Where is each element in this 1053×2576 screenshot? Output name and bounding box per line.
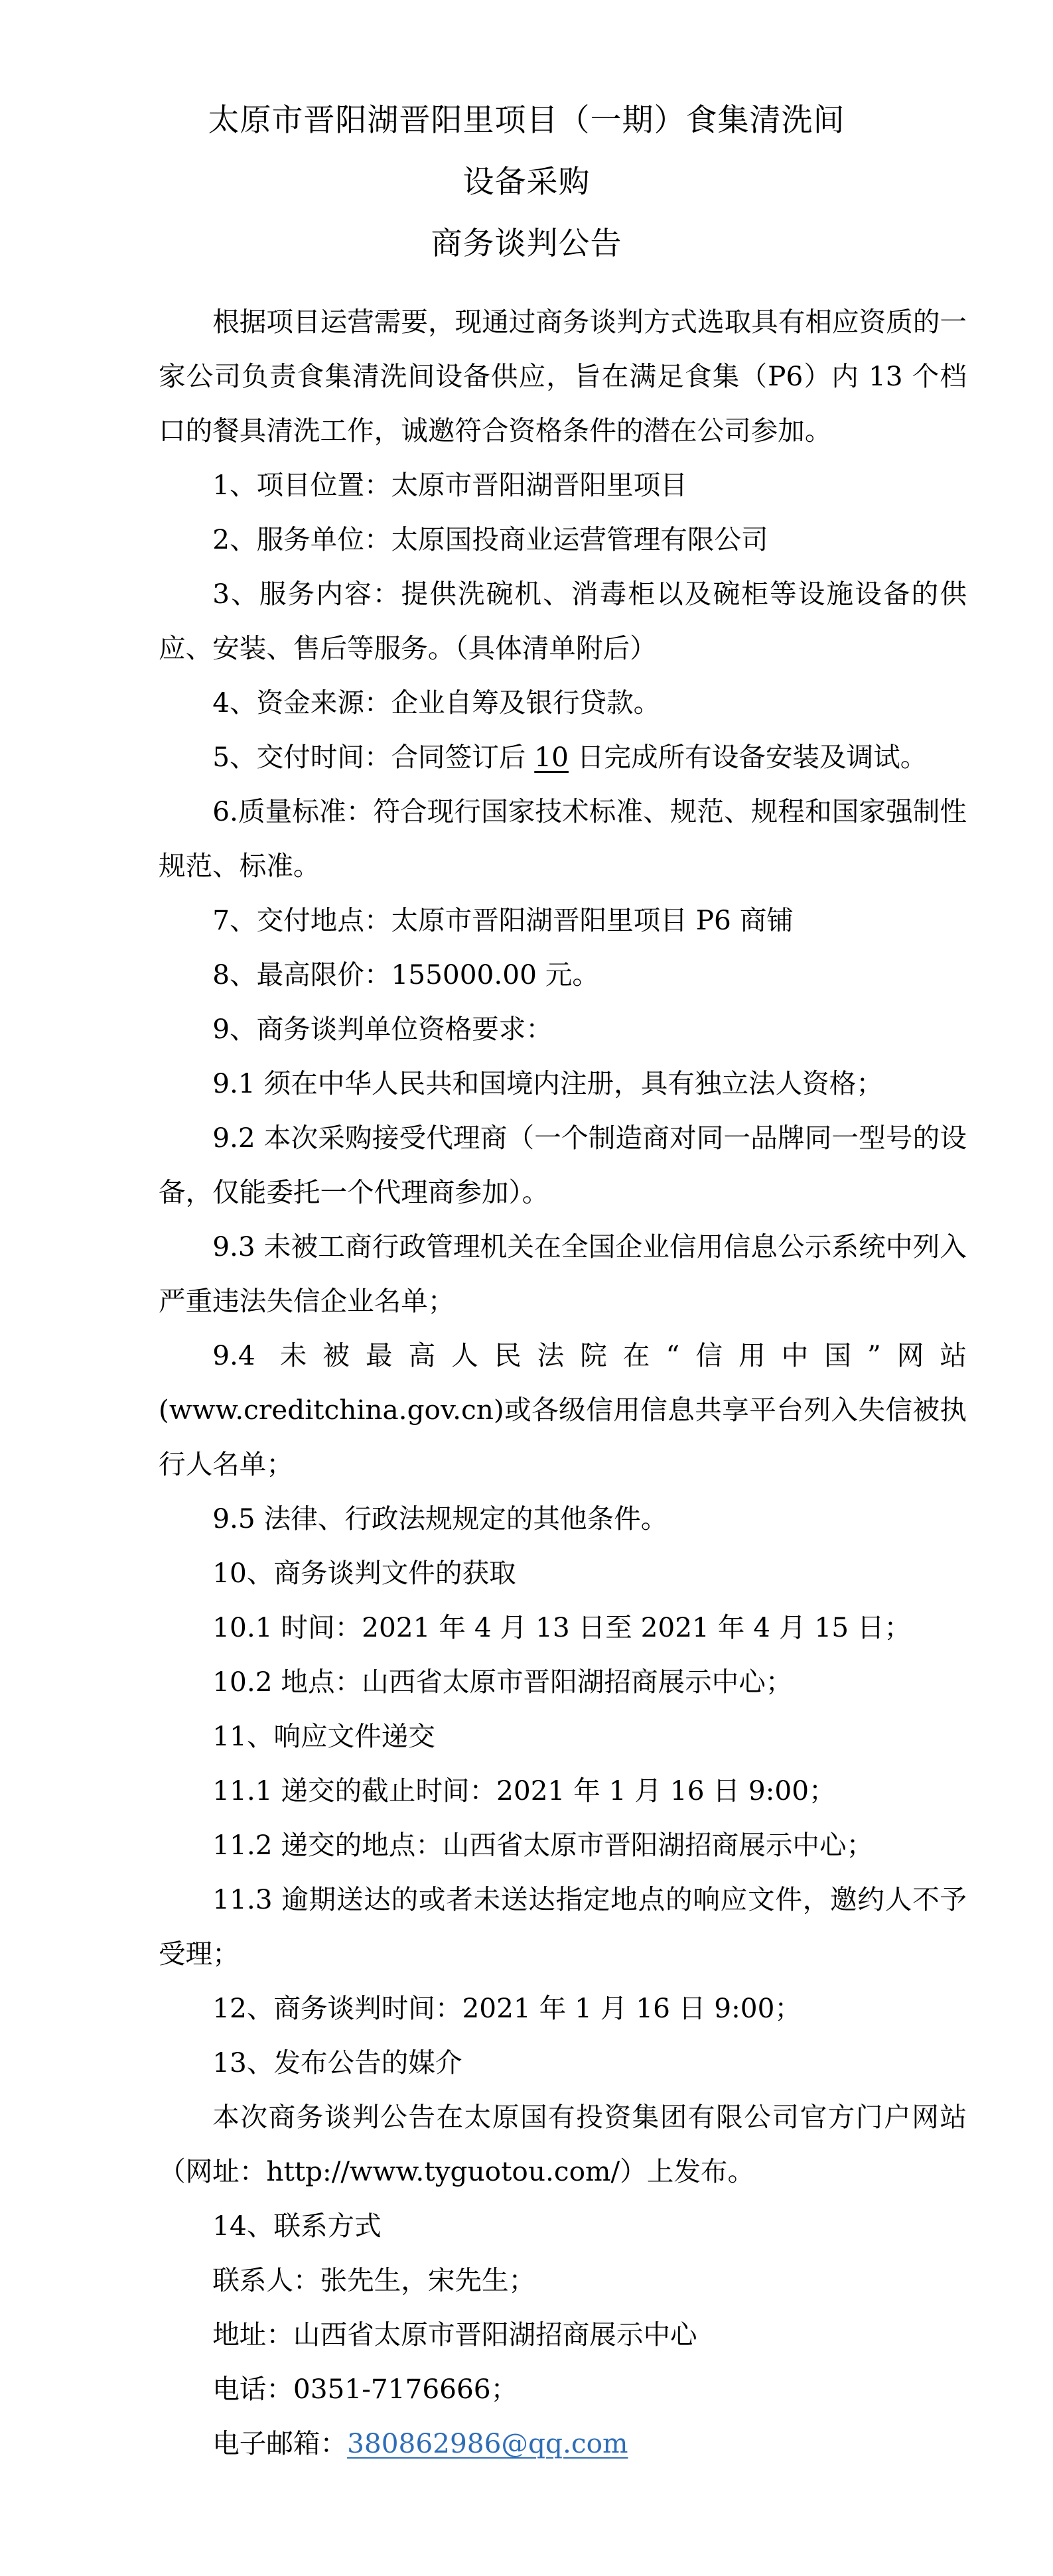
item-qualification-requirements: 9、商务谈判单位资格要求：: [212, 1013, 553, 1045]
item-delivery-time: [159, 730, 967, 784]
contact-address: 地址：山西省太原市晋阳湖招商展示中心: [212, 2319, 697, 2350]
document-title: [0, 90, 1053, 275]
delivery-days-underlined: 10: [534, 741, 569, 773]
intro-paragraph: 根据项目运营需要，现通过商务谈判方式选取具有相应资质的一家公司负责食集清洗间设备供应，旨在满足食集（P6）内 13 个档口的餐具清洗工作，诚邀符合资格条件的潜在公司参加。: [159, 306, 967, 446]
qualification-creditchina-list: 9.4 未被最高人民法院在“信用中国”网站(www.creditchina.gov.cn)或各级信用信息共享平台列入失信被执行人名单；: [159, 1339, 967, 1480]
doc-acquisition-place: 10.2 地点：山西省太原市晋阳湖招商展示中心；: [212, 1666, 793, 1698]
item-doc-acquisition: 10、商务谈判文件的获取: [212, 1557, 516, 1589]
contact-email-row: [159, 2416, 967, 2471]
contact-email-label: 电子邮箱：: [212, 2427, 348, 2459]
submission-overdue-rule: 11.3 逾期送达的或者未送达指定地点的响应文件，邀约人不予受理；: [159, 1883, 967, 1970]
delivery-time-prefix: 5、交付时间：合同签订后: [212, 741, 535, 773]
item-service-content: 3、服务内容：提供洗碗机、消毒柜以及碗柜等设施设备的供应、安装、售后等服务。（具体清单附后）: [159, 578, 967, 664]
item-announcement-media: 13、发布公告的媒介: [212, 2047, 462, 2078]
doc-acquisition-time: 10.1 时间：2021 年 4 月 13 日至 2021 年 4 月 15 日；: [212, 1611, 912, 1643]
item-negotiation-time: 12、商务谈判时间：2021 年 1 月 16 日 9:00；: [212, 1992, 802, 2024]
item-quality-standard: 6.质量标准：符合现行国家技术标准、规范、规程和国家强制性规范、标准。: [159, 795, 967, 882]
document-title-line-3: 商务谈判公告: [431, 226, 622, 262]
announcement-media-body: 本次商务谈判公告在太原国有投资集团有限公司官方门户网站（网址：http://www.tyguotou.com/）上发布。: [159, 2101, 967, 2187]
document-title-line-1: 太原市晋阳湖晋阳里项目（一期）食集清洗间: [208, 102, 845, 139]
document-title-line-2: 设备采购: [462, 164, 591, 200]
item-delivery-place: 7、交付地点：太原市晋阳湖晋阳里项目 P6 商铺: [212, 904, 794, 936]
document-body: [159, 295, 967, 2471]
qualification-registration: 9.1 须在中华人民共和国境内注册，具有独立法人资格；: [212, 1067, 883, 1099]
qualification-agent-rule: 9.2 本次采购接受代理商（一个制造商对同一品牌同一型号的设备，仅能委托一个代理商参加）。: [159, 1122, 967, 1208]
delivery-time-suffix: 日完成所有设备安装及调试。: [568, 741, 928, 773]
submission-deadline: 11.1 递交的截止时间：2021 年 1 月 16 日 9:00；: [212, 1775, 836, 1806]
contact-person: 联系人：张先生，宋先生；: [212, 2264, 536, 2296]
qualification-other-conditions: 9.5 法律、行政法规规定的其他条件。: [212, 1503, 668, 1534]
item-contact-info: 14、联系方式: [212, 2210, 382, 2242]
item-service-unit: 2、服务单位：太原国投商业运营管理有限公司: [212, 523, 768, 555]
submission-place: 11.2 递交的地点：山西省太原市晋阳湖招商展示中心；: [212, 1829, 874, 1861]
contact-email-link[interactable]: 380862986@qq.com: [347, 2427, 628, 2459]
qualification-credit-blacklist: 9.3 未被工商行政管理机关在全国企业信用信息公示系统中列入严重违法失信企业名单；: [159, 1231, 967, 1317]
item-funding-source: 4、资金来源：企业自筹及银行贷款。: [212, 687, 661, 718]
item-response-submission: 11、响应文件递交: [212, 1720, 435, 1752]
item-max-price: 8、最高限价：155000.00 元。: [212, 959, 599, 990]
item-project-location: 1、项目位置：太原市晋阳湖晋阳里项目: [212, 469, 687, 501]
contact-phone: 电话：0351-7176666；: [212, 2373, 518, 2405]
